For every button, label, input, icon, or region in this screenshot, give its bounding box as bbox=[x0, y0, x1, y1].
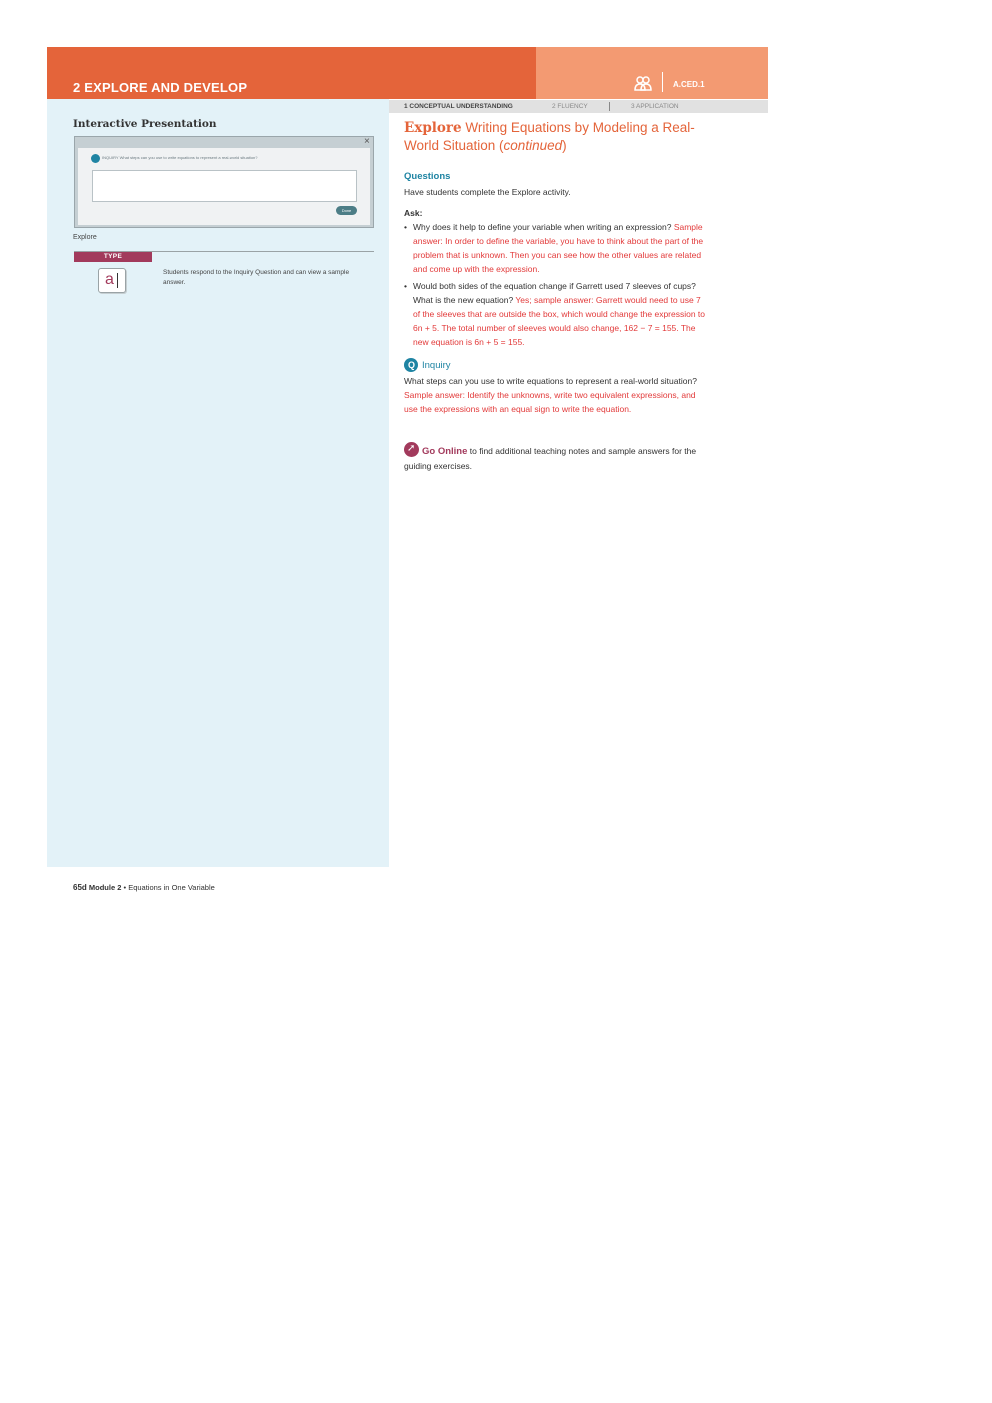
footer-separator: • bbox=[121, 883, 129, 892]
ask-question: Why does it help to define your variable when writing an expression? bbox=[413, 222, 674, 232]
inquiry-answer: Sample answer: Identify the unknowns, write two equivalent expressions, and use the expressions with an equal sign to write the equation. bbox=[404, 390, 696, 414]
go-online-text bbox=[404, 444, 704, 473]
page-number: 65d bbox=[73, 883, 87, 892]
group-icon bbox=[634, 76, 652, 92]
page-title bbox=[404, 119, 724, 154]
ask-list bbox=[404, 220, 706, 352]
title-close: ) bbox=[562, 138, 567, 153]
standard-header-bar bbox=[536, 47, 768, 99]
tab-divider bbox=[609, 102, 610, 111]
questions-heading: Questions bbox=[404, 171, 451, 182]
title-continued: continued bbox=[503, 138, 563, 153]
text-cursor-icon bbox=[117, 273, 118, 288]
inquiry-icon-glyph: Q bbox=[408, 360, 416, 370]
inquiry-logo-icon bbox=[91, 154, 100, 163]
sample-answer: Yes; sample answer: Garrett would need to use 7 of the sleeves that are outside the box, which would change the expression to 6n + 5. The total number of sleeves would also change, 162 − 7 = 155. The new equation is 6n + 5 = 155. bbox=[413, 295, 706, 347]
sample-answer: Sample answer: In order to define the variable, you have to think about the part of the problem that is unknown. Then you can see how the other values are related and come up with the expression. bbox=[413, 222, 704, 274]
module-title: Equations in One Variable bbox=[128, 883, 215, 892]
list-item bbox=[404, 279, 706, 349]
title-text: Writing Equations by Modeling a Real-World Situation ( bbox=[404, 120, 695, 153]
type-badge: TYPE bbox=[74, 252, 152, 262]
tab-application: 3 APPLICATION bbox=[631, 103, 679, 110]
page-footer bbox=[73, 883, 215, 892]
title-keyword: Explore bbox=[404, 120, 462, 136]
screenshot-done-button: Done bbox=[336, 206, 357, 215]
module-label: Module 2 bbox=[88, 883, 122, 892]
inquiry-text bbox=[404, 374, 704, 416]
screenshot-answer-field bbox=[92, 170, 357, 202]
questions-text: Have students complete the Explore activity. bbox=[404, 187, 571, 197]
screenshot-prompt: INQUIRY What steps can you use to write equations to represent a real-world situation? bbox=[102, 155, 258, 160]
close-icon: × bbox=[364, 136, 370, 147]
type-icon-glyph: a bbox=[105, 271, 114, 288]
list-item bbox=[404, 220, 706, 276]
go-online-description: to find additional teaching notes and sample answers for the guiding exercises. bbox=[404, 446, 697, 471]
type-description: Students respond to the Inquiry Question and can view a sample answer. bbox=[163, 269, 350, 286]
tab-fluency: 2 FLUENCY bbox=[552, 103, 588, 110]
cursor-arrow-icon: ➚ bbox=[407, 443, 416, 454]
screenshot-caption: Explore bbox=[73, 234, 97, 241]
inquiry-question: What steps can you use to write equations to represent a real-world situation? bbox=[404, 376, 697, 386]
section-title: 2 EXPLORE AND DEVELOP bbox=[73, 80, 248, 95]
ask-question: Would both sides of the equation change if Garrett used 7 sleeves of cups? What is the new equation? bbox=[413, 281, 696, 305]
standard-code: A.CED.1 bbox=[673, 80, 705, 89]
tab-conceptual-understanding: 1 CONCEPTUAL UNDERSTANDING bbox=[404, 103, 513, 110]
sidebar-heading: Interactive Presentation bbox=[73, 118, 217, 130]
go-online-link[interactable]: Go Online bbox=[422, 446, 468, 457]
header-divider bbox=[662, 72, 663, 92]
inquiry-heading: Inquiry bbox=[422, 360, 451, 371]
ask-label: Ask: bbox=[404, 208, 423, 218]
